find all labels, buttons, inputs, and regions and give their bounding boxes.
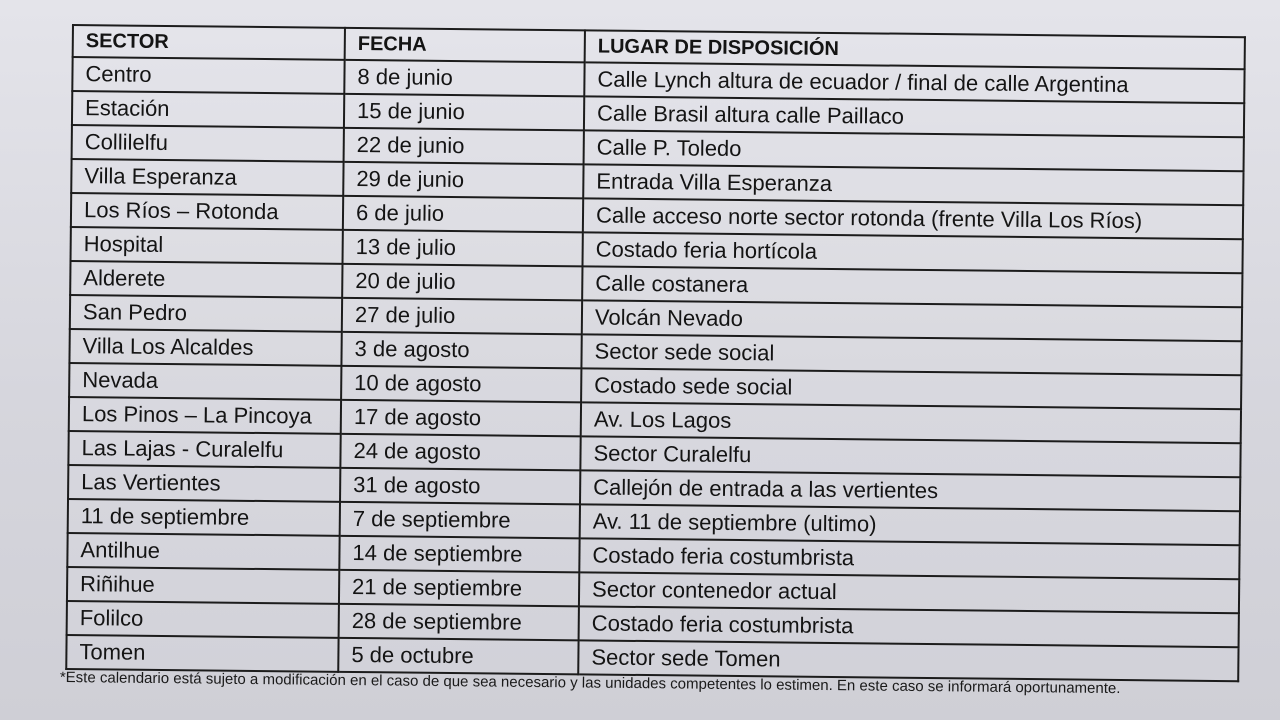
cell-fecha: 24 de agosto: [340, 434, 580, 471]
cell-lugar: Volcán Nevado: [582, 300, 1242, 341]
cell-fecha: 27 de julio: [342, 298, 582, 335]
cell-lugar: Calle costanera: [582, 266, 1242, 307]
cell-sector: Folilco: [67, 601, 339, 638]
cell-lugar: Calle Brasil altura calle Paillaco: [584, 96, 1244, 137]
cell-sector: Las Vertientes: [68, 465, 340, 502]
cell-fecha: 5 de octubre: [338, 638, 578, 675]
schedule-sheet: [65, 24, 1244, 682]
cell-sector: Villa Los Alcaldes: [69, 329, 341, 366]
cell-fecha: 22 de junio: [344, 128, 584, 165]
header-lugar: LUGAR DE DISPOSICIÓN: [585, 30, 1245, 69]
cell-sector: Antilhue: [67, 533, 339, 570]
cell-fecha: 3 de agosto: [341, 332, 581, 369]
cell-sector: Tomen: [66, 635, 338, 672]
cell-lugar: Costado sede social: [581, 368, 1241, 409]
cell-fecha: 17 de agosto: [341, 400, 581, 437]
cell-lugar: Costado feria costumbrista: [579, 538, 1239, 579]
cell-lugar: Av. 11 de septiembre (ultimo): [580, 504, 1240, 545]
cell-sector: Hospital: [71, 227, 343, 264]
cell-fecha: 8 de junio: [344, 60, 584, 97]
cell-fecha: 28 de septiembre: [339, 604, 579, 641]
cell-sector: Las Lajas - Curalelfu: [68, 431, 340, 468]
cell-lugar: Costado feria hortícola: [582, 232, 1242, 273]
cell-lugar: Av. Los Lagos: [581, 402, 1241, 443]
cell-lugar: Sector Curalelfu: [580, 436, 1240, 477]
cell-sector: 11 de septiembre: [68, 499, 340, 536]
cell-lugar: Callejón de entrada a las vertientes: [580, 470, 1240, 511]
cell-sector: Riñihue: [67, 567, 339, 604]
cell-lugar: Entrada Villa Esperanza: [583, 164, 1243, 205]
cell-fecha: 31 de agosto: [340, 468, 580, 505]
cell-fecha: 6 de julio: [343, 196, 583, 233]
table-body: [66, 57, 1244, 681]
cell-fecha: 21 de septiembre: [339, 570, 579, 607]
cell-sector: Alderete: [70, 261, 342, 298]
cell-lugar: Costado feria costumbrista: [579, 606, 1239, 647]
cell-fecha: 7 de septiembre: [340, 502, 580, 539]
cell-lugar: Sector sede Tomen: [578, 640, 1238, 681]
cell-fecha: 20 de julio: [342, 264, 582, 301]
cell-lugar: Calle P. Toledo: [584, 130, 1244, 171]
header-fecha: FECHA: [345, 28, 585, 63]
cell-fecha: 14 de septiembre: [339, 536, 579, 573]
cell-sector: Los Pinos – La Pincoya: [69, 397, 341, 434]
cell-sector: Los Ríos – Rotonda: [71, 193, 343, 230]
cell-lugar: Calle Lynch altura de ecuador / final de calle Argentina: [584, 62, 1244, 103]
cell-sector: San Pedro: [70, 295, 342, 332]
cell-lugar: Sector sede social: [581, 334, 1241, 375]
header-sector: SECTOR: [73, 25, 345, 60]
cell-fecha: 13 de julio: [343, 230, 583, 267]
cell-sector: Collilelfu: [72, 125, 344, 162]
schedule-table: [65, 24, 1246, 682]
cell-lugar: Sector contenedor actual: [579, 572, 1239, 613]
cell-sector: Nevada: [69, 363, 341, 400]
cell-sector: Villa Esperanza: [71, 159, 343, 196]
cell-fecha: 10 de agosto: [341, 366, 581, 403]
cell-fecha: 15 de junio: [344, 94, 584, 131]
cell-lugar: Calle acceso norte sector rotonda (frente Villa Los Ríos): [583, 198, 1243, 239]
cell-sector: Centro: [72, 57, 344, 94]
cell-fecha: 29 de junio: [343, 162, 583, 199]
cell-sector: Estación: [72, 91, 344, 128]
footnote: *Este calendario está sujeto a modificación en el caso de que sea necesario y las unidades competentes lo estimen. En este caso se informará oportunamente.: [59, 668, 1121, 698]
